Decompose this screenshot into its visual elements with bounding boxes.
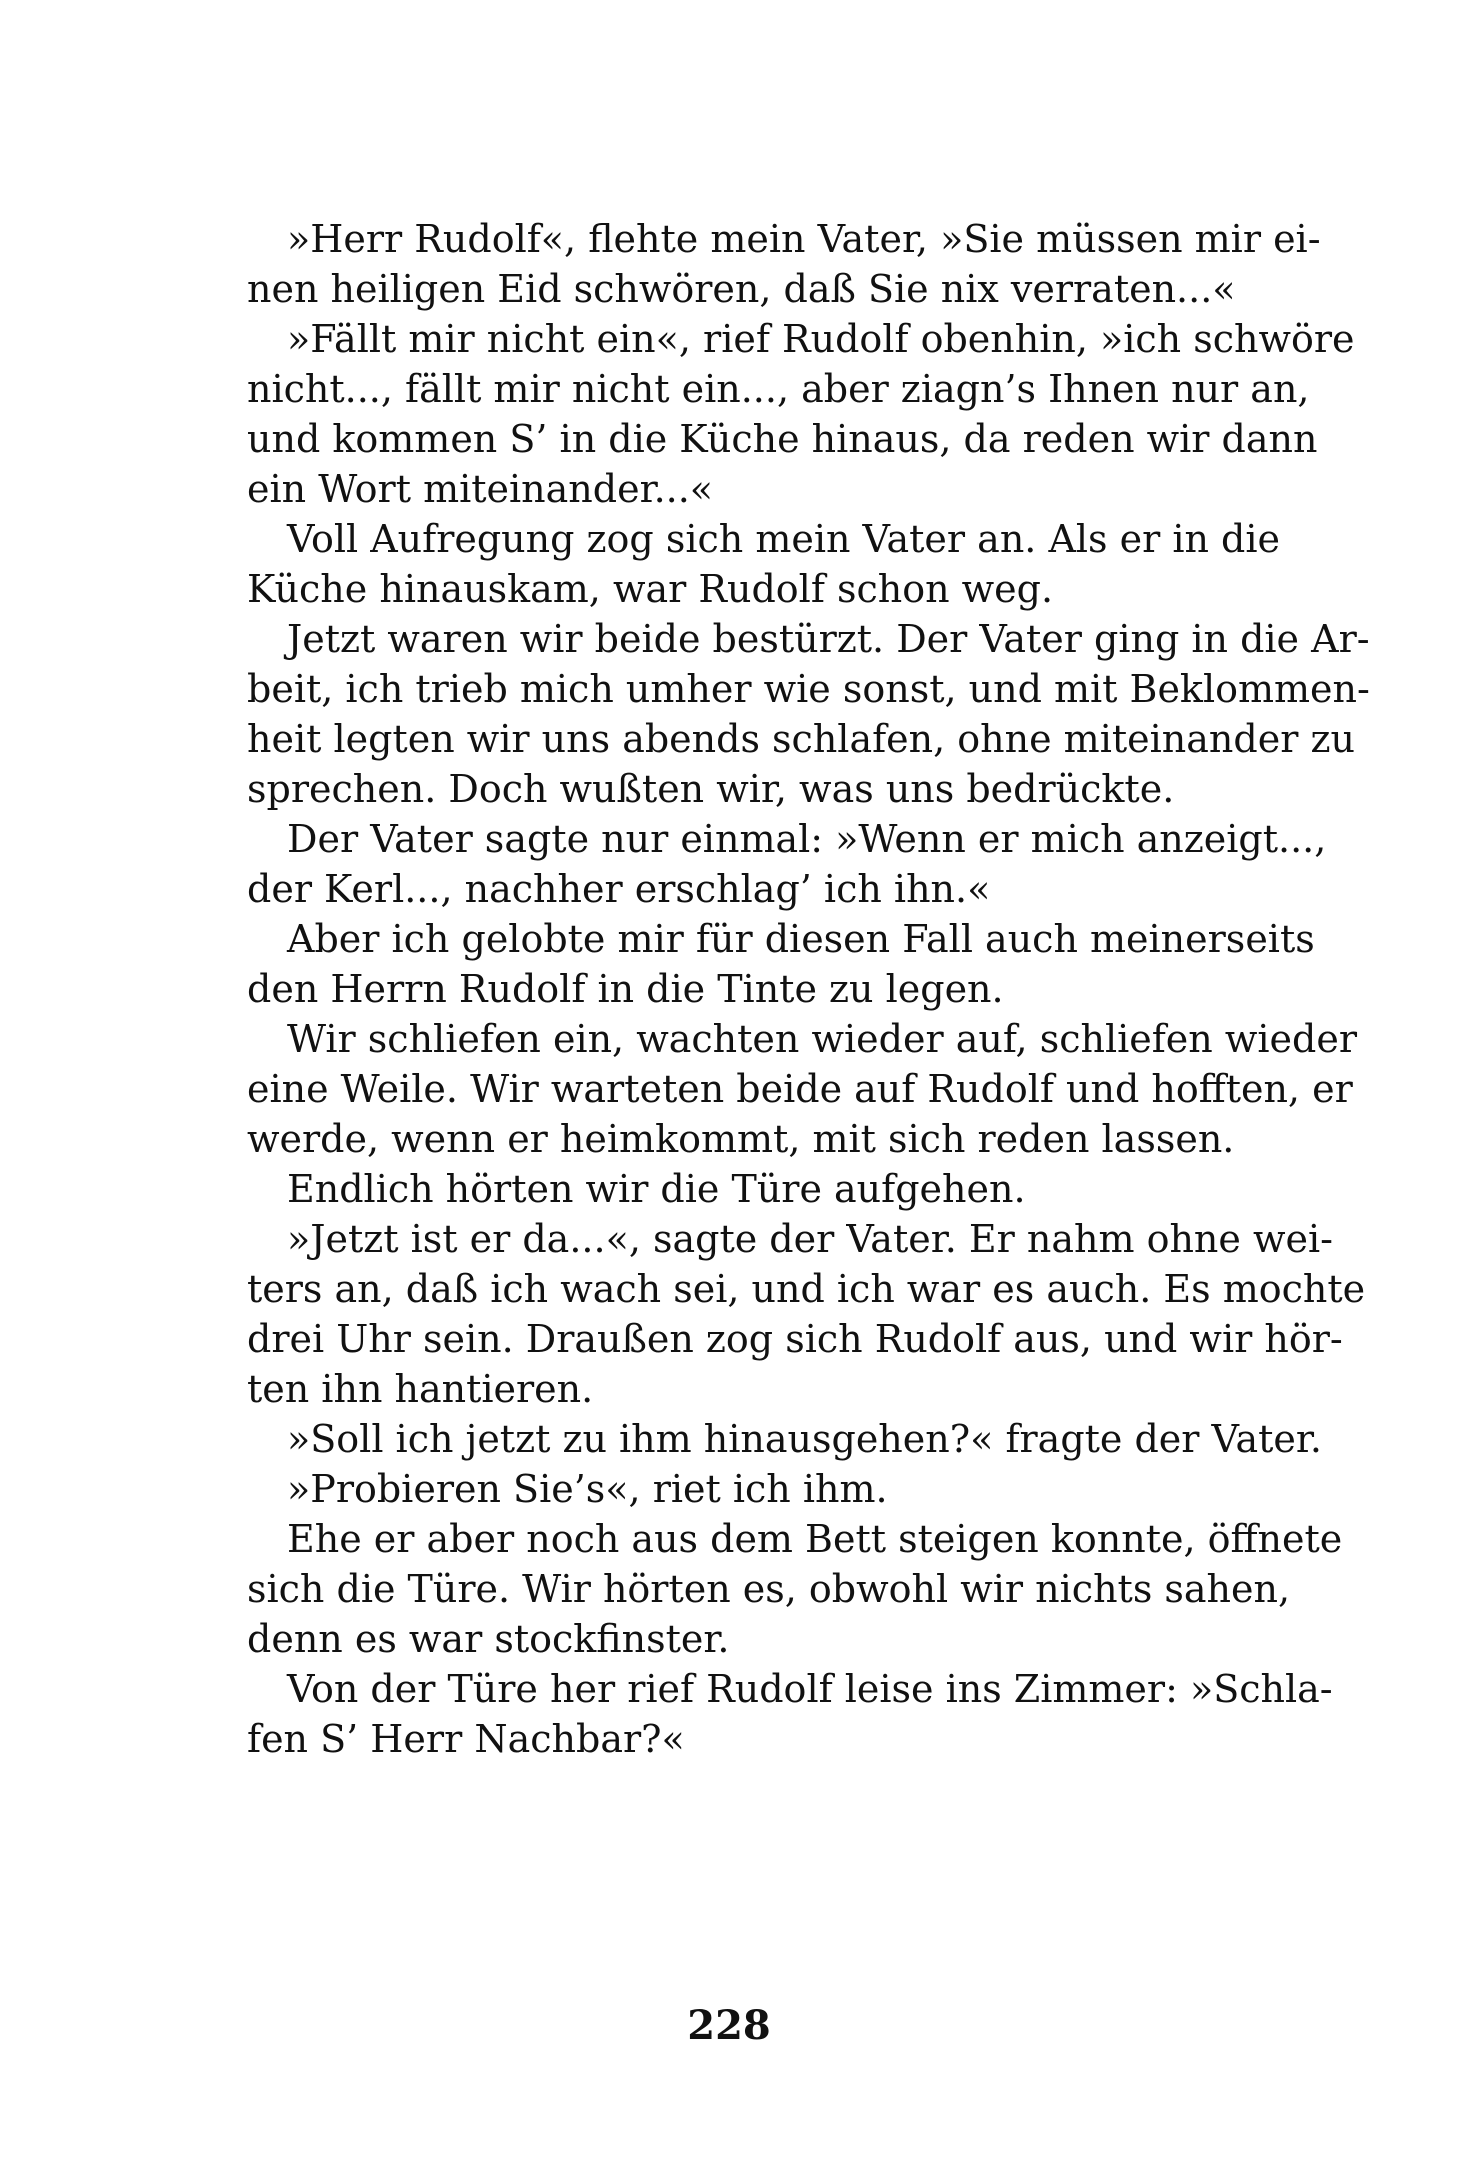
text-line: ein Wort miteinander...«	[247, 467, 714, 511]
text-line: ten ihn hantieren.	[247, 1367, 594, 1411]
text-line: nen heiligen Eid schwören, daß Sie nix verraten...«	[247, 267, 1236, 311]
text-line: Ehe er aber noch aus dem Bett steigen konnte, öffnete	[287, 1517, 1343, 1561]
text-line: nicht..., fällt mir nicht ein..., aber ziagn’s Ihnen nur an,	[247, 367, 1310, 411]
text-line: fen S’ Herr Nachbar?«	[247, 1717, 685, 1761]
text-line: Jetzt waren wir beide bestürzt. Der Vater ging in die Ar-	[287, 617, 1370, 661]
text-line: »Soll ich jetzt zu ihm hinausgehen?« fragte der Vater.	[287, 1417, 1322, 1461]
text-line: ters an, daß ich wach sei, und ich war es auch. Es mochte	[247, 1267, 1366, 1311]
text-line: Der Vater sagte nur einmal: »Wenn er mich anzeigt...,	[287, 817, 1327, 861]
text-line: beit, ich trieb mich umher wie sonst, und mit Beklommen-	[247, 667, 1370, 711]
text-line: den Herrn Rudolf in die Tinte zu legen.	[247, 967, 1004, 1011]
text-line: »Herr Rudolf«, flehte mein Vater, »Sie müssen mir ei-	[287, 217, 1321, 261]
text-line: sprechen. Doch wußten wir, was uns bedrückte.	[247, 767, 1175, 811]
text-line: »Jetzt ist er da...«, sagte der Vater. Er nahm ohne wei-	[287, 1217, 1333, 1261]
text-line: eine Weile. Wir warteten beide auf Rudolf und hofften, er	[247, 1067, 1353, 1111]
text-line: Von der Türe her rief Rudolf leise ins Zimmer: »Schla-	[287, 1667, 1333, 1711]
text-line: und kommen S’ in die Küche hinaus, da reden wir dann	[247, 417, 1318, 461]
text-line: drei Uhr sein. Draußen zog sich Rudolf aus, und wir hör-	[247, 1317, 1343, 1361]
text-line: sich die Türe. Wir hörten es, obwohl wir nichts sahen,	[247, 1567, 1291, 1611]
text-line: Voll Aufregung zog sich mein Vater an. Als er in die	[287, 517, 1281, 561]
text-line: Endlich hörten wir die Türe aufgehen.	[287, 1167, 1026, 1211]
text-line: »Probieren Sie’s«, riet ich ihm.	[287, 1467, 888, 1511]
text-line: Küche hinauskam, war Rudolf schon weg.	[247, 567, 1054, 611]
page-number: 228	[687, 2002, 771, 2049]
text-line: Aber ich gelobte mir für diesen Fall auch meinerseits	[287, 917, 1315, 961]
text-line: werde, wenn er heimkommt, mit sich reden lassen.	[247, 1117, 1235, 1161]
text-line: »Fällt mir nicht ein«, rief Rudolf obenhin, »ich schwöre	[287, 317, 1355, 361]
text-line: Wir schliefen ein, wachten wieder auf, schliefen wieder	[287, 1017, 1357, 1061]
text-line: denn es war stockfinster.	[247, 1617, 730, 1661]
text-line: heit legten wir uns abends schlafen, ohne miteinander zu	[247, 717, 1355, 761]
text-line: der Kerl..., nachher erschlag’ ich ihn.«	[247, 867, 991, 911]
